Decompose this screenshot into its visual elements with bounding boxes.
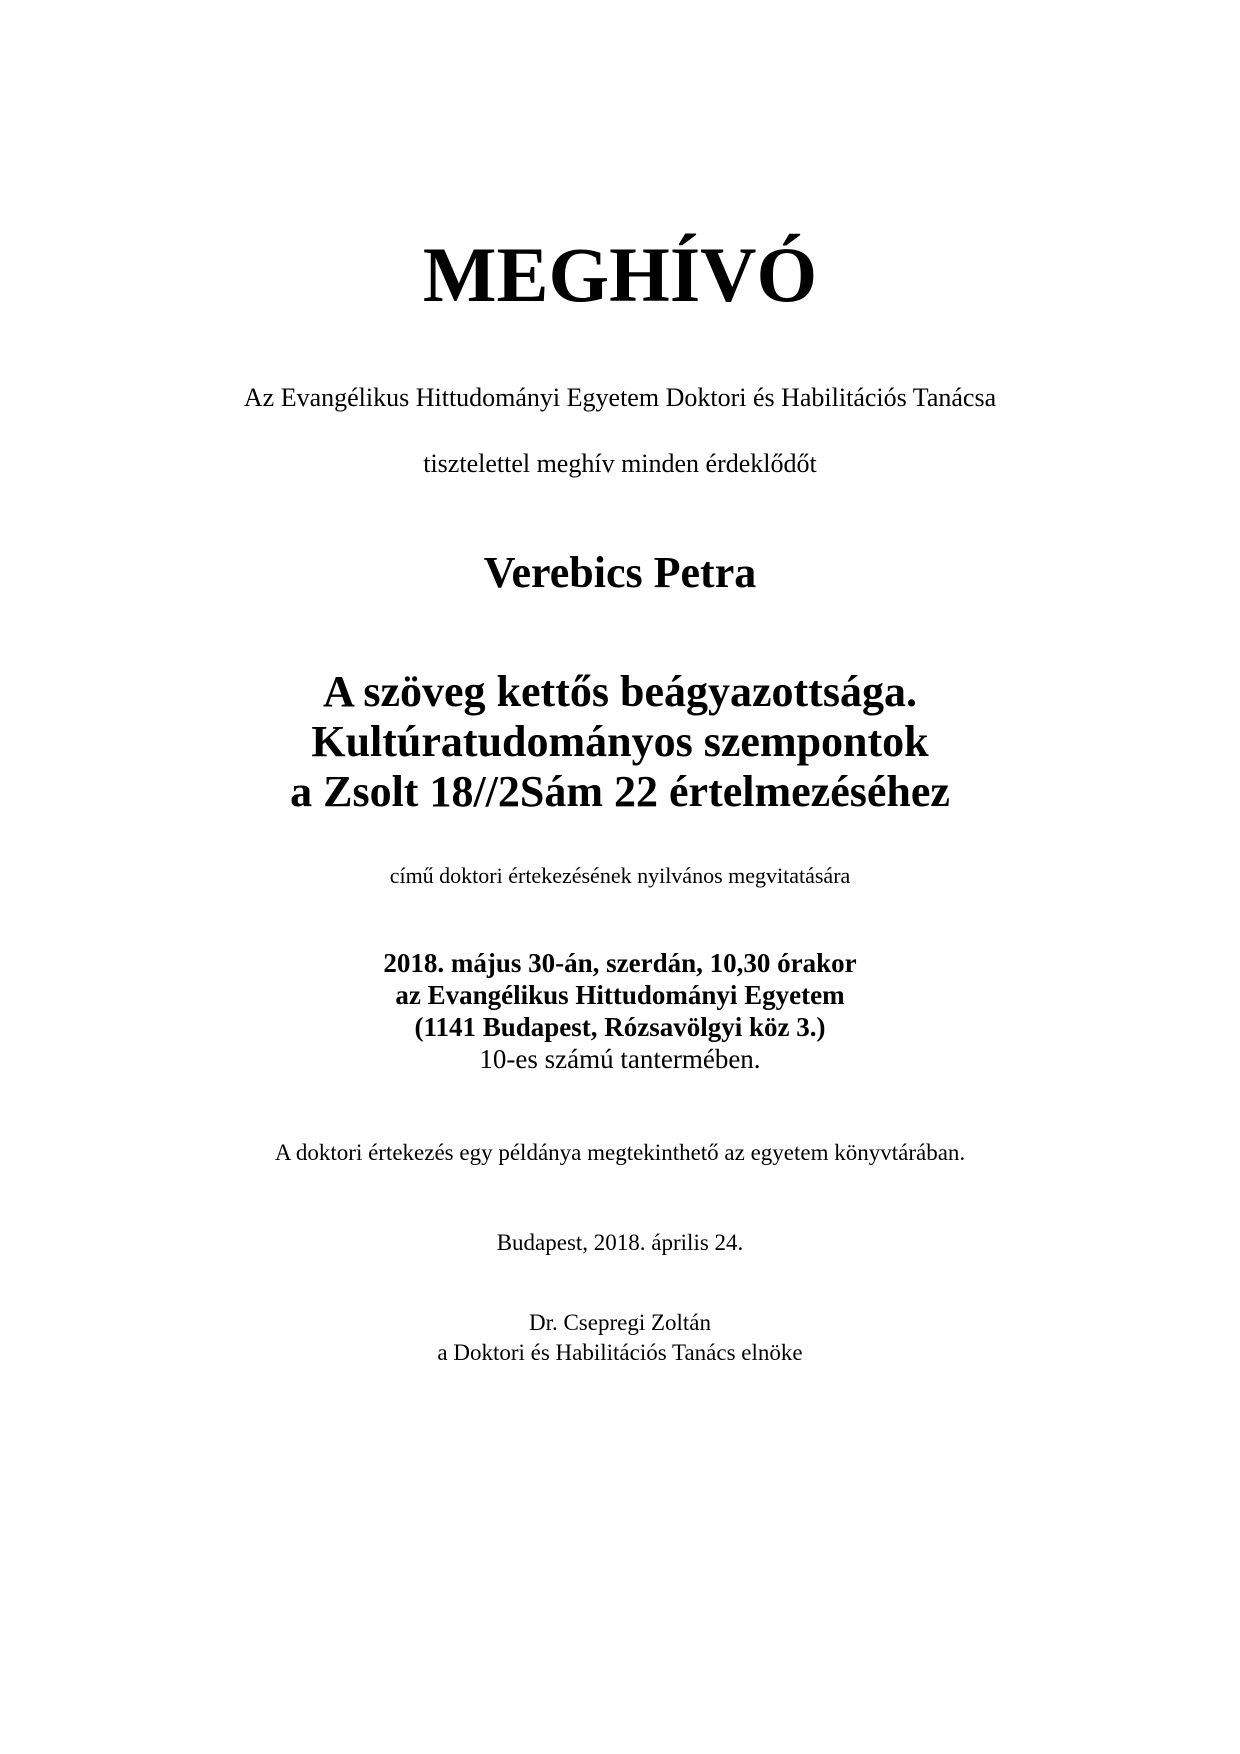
event-address: (1141 Budapest, Rózsavölgyi köz 3.): [414, 1012, 826, 1042]
event-datetime: 2018. május 30-án, szerdán, 10,30 órakor: [383, 948, 857, 978]
thesis-title: [0, 667, 1240, 817]
place-date: Budapest, 2018. április 24.: [496, 1230, 744, 1255]
signature-block: [0, 1308, 1240, 1368]
thesis-title-line: a Zsolt 18//2Sám 22 értelmezéséhez: [290, 767, 950, 816]
event-institution: az Evangélikus Hittudományi Egyetem: [395, 980, 845, 1010]
signatory-name: Dr. Csepregi Zoltán: [528, 1310, 712, 1335]
document-title: MEGHÍVÓ: [422, 231, 818, 318]
candidate-name: Verebics Petra: [483, 548, 757, 597]
copy-notice: A doktori értekezés egy példánya megtekinthető az egyetem könyvtárában.: [274, 1140, 966, 1165]
signatory-title: a Doktori és Habilitációs Tanács elnöke: [437, 1340, 803, 1365]
intro-line-invitation: tisztelettel meghív minden érdeklődőt: [423, 449, 817, 478]
event-room: 10-es számú tantermében.: [479, 1044, 761, 1074]
intro-line-council: Az Evangélikus Hittudományi Egyetem Doktori és Habilitációs Tanácsa: [243, 383, 997, 412]
thesis-title-line: A szöveg kettős beágyazottsága.: [323, 667, 917, 716]
thesis-title-line: Kultúratudományos szempontok: [311, 717, 929, 766]
event-details: [0, 947, 1240, 1075]
thesis-caption: című doktori értekezésének nyilvános megvitatására: [389, 863, 851, 888]
